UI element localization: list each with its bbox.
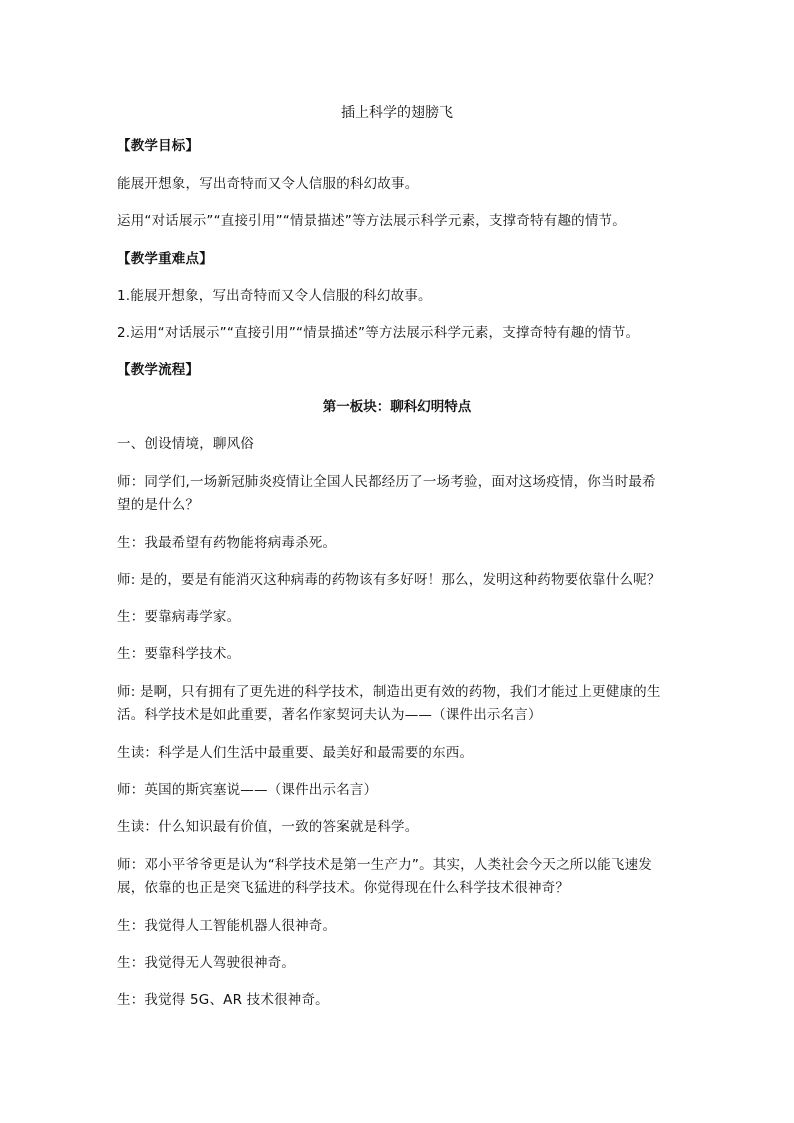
paragraph-10-line-2: 展，依靠的也正是突飞猛进的科学技术。你觉得现在什么科学技术很神奇？ <box>117 880 570 896</box>
paragraph-3: 师: 是的，要是有能消灭这种病毒的药物该有多好呀！那么，发明这种药物要依靠什么呢？ <box>117 572 661 588</box>
paragraph-6-line-2: 活。科学技术是如此重要，著名作家契诃夫认为——（课件出示名言） <box>117 707 542 723</box>
paragraph-1-line-2: 望的是什么？ <box>117 497 200 513</box>
paragraph-10-line-1: 师：邓小平爷爷更是认为“科学技术是第一生产力”。其实，人类社会今天之所以能飞速发 <box>117 857 652 873</box>
paragraph-2: 生：我最希望有药物能将病毒杀死。 <box>117 535 337 551</box>
paragraph-12: 生：我觉得无人驾驶很神奇。 <box>117 955 296 971</box>
goal-2: 运用“对话展示”“直接引用”“情景描述”等方法展示科学元素，支撑奇特有趣的情节。 <box>117 213 626 229</box>
paragraph-1-line-1: 师：同学们,一场新冠肺炎疫情让全国人民都经历了一场考验，面对这场疫情，你当时最希 <box>117 474 656 490</box>
key-point-1: 1.能展开想象，写出奇特而又令人信服的科幻故事。 <box>117 288 432 304</box>
paragraph-13: 生：我觉得 5G、AR 技术很神奇。 <box>117 992 329 1008</box>
paragraph-4: 生：要靠病毒学家。 <box>117 609 241 625</box>
section-heading: 第一板块：聊科幻明特点 <box>322 399 472 415</box>
heading-flow: 【教学流程】 <box>117 362 200 378</box>
paragraph-6-line-1: 师: 是啊，只有拥有了更先进的科学技术，制造出更有效的药物，我们才能过上更健康的生 <box>117 684 661 700</box>
key-point-2: 2.运用“对话展示”“直接引用”“情景描述”等方法展示科学元素，支撑奇特有趣的情节。 <box>117 325 640 341</box>
paragraph-8: 师：英国的斯宾塞说——（课件出示名言） <box>117 782 378 798</box>
paragraph-9: 生读：什么知识最有价值，一致的答案就是科学。 <box>117 819 419 835</box>
heading-key-points: 【教学重难点】 <box>117 251 213 267</box>
document-title: 插上科学的翅膀飞 <box>341 105 453 121</box>
step-heading: 一、创设情境，聊风俗 <box>117 436 254 452</box>
paragraph-11: 生：我觉得人工智能机器人很神奇。 <box>117 918 337 934</box>
goal-1: 能展开想象，写出奇特而又令人信服的科幻故事。 <box>117 176 419 192</box>
heading-goals: 【教学目标】 <box>117 138 200 154</box>
paragraph-5: 生：要靠科学技术。 <box>117 646 241 662</box>
paragraph-7: 生读：科学是人们生活中最重要、最美好和最需要的东西。 <box>117 745 474 761</box>
